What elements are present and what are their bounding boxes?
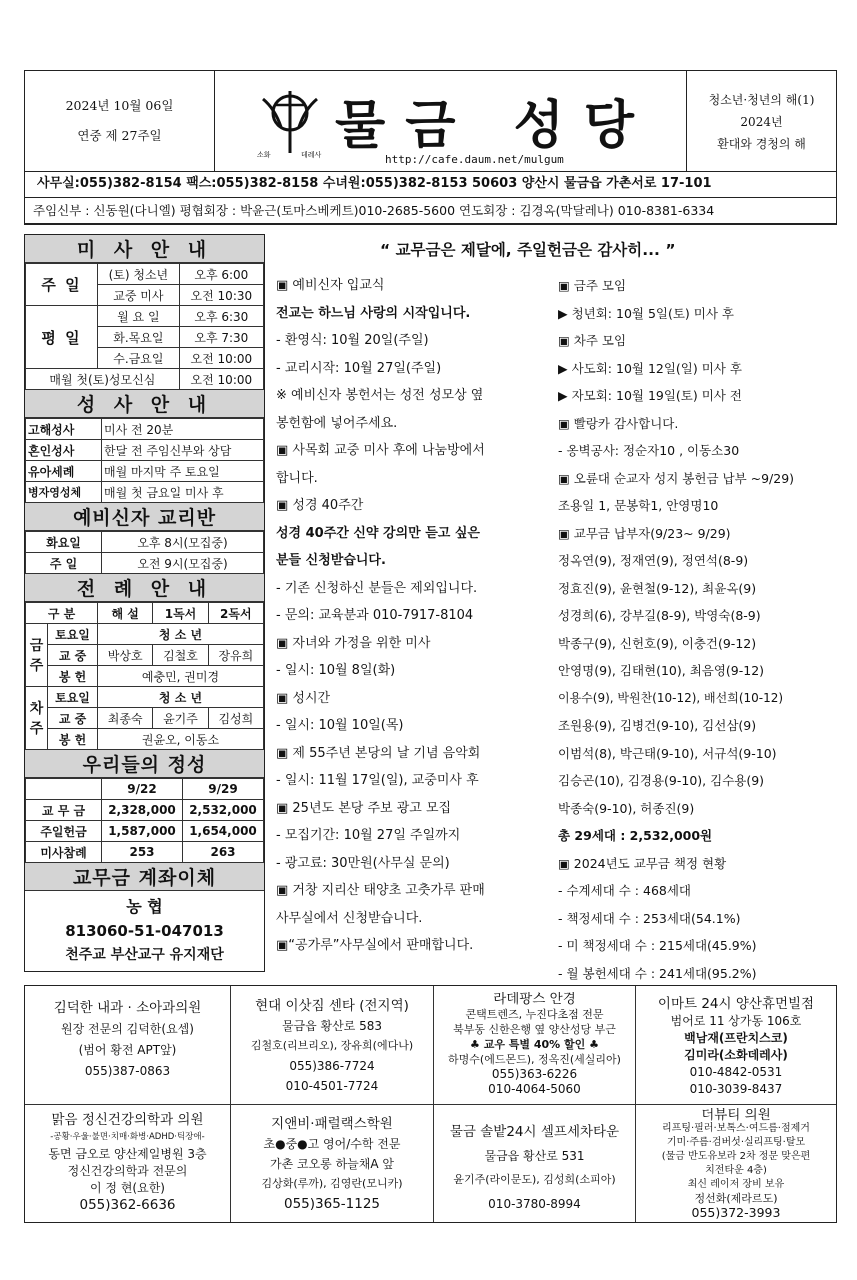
ad-emart24	[636, 996, 836, 1098]
sacrament-table	[25, 418, 264, 503]
header-date-box	[25, 71, 215, 171]
notice-line: 합니다.	[276, 470, 318, 486]
mass-day: (토) 청소년	[98, 264, 180, 285]
mass-day: 월 요 일	[98, 306, 180, 327]
notice-line: - 환영식: 10월 20일(주일)	[276, 333, 429, 348]
notice-line: - 월 봉헌세대 수 : 241세대(95.2%)	[558, 965, 757, 981]
notice-line: 전교는 하느님 사랑의 시작입니다.	[276, 305, 471, 321]
liturgy-kind: 봉 헌	[48, 666, 98, 687]
ad-line: 김덕한 내과 · 소아과의원	[53, 1000, 202, 1016]
liturgy-reader: 박상호	[98, 645, 153, 666]
ad-line: 지앤비·패럴랙스학원	[271, 1116, 393, 1132]
liturgy-head: 1독서	[153, 603, 208, 624]
parish-logo-icon	[255, 87, 325, 159]
ad-line: 범어로 11 상가동 106호	[670, 1014, 802, 1028]
offering-value: 253	[102, 842, 183, 863]
notice-line: - 교리시작: 10월 27일(주일)	[276, 360, 442, 376]
ad-line: 010-4842-0531	[689, 1065, 783, 1079]
notice-line: ▶ 사도회: 10월 12일(일) 미사 후	[558, 360, 742, 376]
notice-line: 성경희(6), 강부길(8-9), 박영숙(8-9)	[558, 608, 761, 623]
liturgical-week: 연중 제 27주일	[77, 128, 162, 143]
ad-line: (물금 반도유보라 2차 정문 맞은편	[661, 1151, 811, 1162]
mass-time: 오후 7:30	[179, 327, 263, 348]
ad-line: 김미라(소화데레사)	[684, 1048, 788, 1062]
ad-line: 윤기주(라이문도), 김성희(소피아)	[453, 1173, 616, 1186]
notice-line: ▣ 2024년도 교무금 책정 현황	[558, 855, 727, 871]
notice-line: - 수계세대 수 : 468세대	[558, 883, 691, 898]
catechumen-time: 오전 9시(모집중)	[102, 553, 264, 574]
ad-line: ♣ 교우 특별 40% 할인 ♣	[470, 1038, 599, 1051]
cafe-url[interactable]: http://cafe.daum.net/mulgum	[385, 153, 564, 166]
mass-time: 오전 10:00	[179, 348, 263, 369]
ad-line: 북부동 신한은행 옆 양산성당 부근	[453, 1023, 616, 1036]
first-sat-time: 오전 10:00	[179, 369, 263, 390]
liturgy-head: 구 분	[26, 603, 98, 624]
ad-optical	[434, 992, 635, 1097]
notice-line: - 기존 신청하신 분들은 제외입니다.	[276, 580, 478, 596]
notice-line: 박종숙(9-10), 허종진(9)	[558, 800, 695, 816]
offering-value: 1,654,000	[183, 821, 264, 842]
ad-line: 010-4501-7724	[285, 1079, 379, 1093]
liturgy-kind: 토요일	[48, 624, 98, 645]
year-theme-box	[686, 71, 836, 171]
liturgy-kind: 봉 헌	[48, 729, 98, 750]
notice-line: ▣ 자녀와 가정을 위한 미사	[276, 635, 431, 651]
mass-table	[25, 263, 264, 390]
notice-line: - 문의: 교육분과 010-7917-8104	[276, 608, 474, 623]
offering-table	[25, 778, 264, 863]
notice-line: - 책정세대 수 : 253세대(54.1%)	[558, 910, 741, 926]
offering-quote: “ 교무금은 제달에, 주일헌금은 감사히... ”	[380, 241, 676, 259]
offering-date: 9/22	[102, 779, 183, 800]
first-sat-label: 매월 첫(토)성모신심	[26, 369, 180, 390]
liturgy-table	[25, 602, 264, 750]
ad-line: 최신 레이저 장비 보유	[687, 1179, 785, 1190]
ad-line: 정선화(제라르도)	[694, 1192, 778, 1205]
ad-carwash	[434, 1120, 635, 1216]
notice-line: ▣ 금주 모임	[558, 278, 627, 293]
ad-line: 055)363-6226	[491, 1067, 578, 1081]
weekday-label: 평 일	[26, 306, 98, 369]
liturgy-head: 2독서	[208, 603, 263, 624]
liturgy-kind: 교 중	[48, 645, 98, 666]
ad-line: 이 정 현(요한)	[90, 1181, 165, 1195]
ad-line: 055)365-1125	[283, 1196, 381, 1212]
ad-line: 010-3780-8994	[488, 1197, 581, 1211]
ad-line: 055)372-3993	[691, 1205, 781, 1220]
liturgy-reader: 김철호	[153, 645, 208, 666]
year-theme-1: 청소년·청년의 해(1)	[708, 93, 815, 107]
year-theme-3: 환대와 경청의 해	[717, 137, 806, 151]
table-cell	[26, 779, 102, 800]
next-week-label: 차주	[26, 687, 48, 750]
notice-line: - 옹벽공사: 정순자10 , 이동소30	[558, 443, 740, 458]
notice-line: ▣ 차주 모임	[558, 333, 627, 348]
notice-line: - 일시: 10월 8일(화)	[276, 663, 396, 678]
catechumen-section-title: 예비신자 교리반	[25, 503, 264, 531]
liturgy-section-title: 전 례 안 내	[25, 574, 264, 602]
left-info-column	[24, 234, 265, 972]
ad-line: -공황·우울·불면·치매·화병·ADHD·틱장애-	[50, 1132, 205, 1142]
notice-line: 김승곤(10), 김경용(9-10), 김수용(9)	[558, 773, 765, 788]
ad-line: 기미·주름·검버섯·실리프팅·탈모	[666, 1137, 806, 1148]
notice-line: 성경 40주간 신약 강의만 듣고 싶은	[276, 525, 480, 541]
sacrament-label: 병자영성체	[26, 482, 102, 503]
liturgy-kind: 토요일	[48, 687, 98, 708]
ad-line: 물금읍 황산로 531	[484, 1149, 585, 1163]
ad-line: 하명수(에드몬드), 정옥진(세실리아)	[448, 1053, 621, 1066]
sacrament-value: 매월 첫 금요일 미사 후	[102, 482, 264, 503]
ad-line: 가촌 코오롱 하늘채A 앞	[270, 1157, 394, 1171]
ad-clinic-kim	[25, 998, 230, 1082]
ad-line: 055)387-0863	[84, 1064, 171, 1078]
ad-line: 010-3039-8437	[689, 1082, 783, 1096]
ad-moving	[231, 996, 433, 1096]
notice-line: ▣ 25년도 본당 주보 광고 모집	[276, 800, 452, 816]
ad-line: 055)386-7724	[289, 1059, 375, 1073]
ad-line: 물금읍 황산로 583	[281, 1019, 383, 1033]
ad-line: 김철호(리브리오), 장유희(에다나)	[250, 1039, 414, 1052]
catechumen-time: 오후 8시(모집중)	[102, 532, 264, 553]
sacrament-label: 혼인성사	[26, 440, 102, 461]
ad-line: 이마트 24시 양산휴먼빌점	[657, 996, 815, 1012]
liturgy-reader: 최종숙	[98, 708, 153, 729]
year-theme-2: 2024년	[740, 115, 783, 129]
notice-line: ▣ 교무금 납부자(9/23~ 9/29)	[558, 525, 731, 541]
account-section-title: 교무금 계좌이체	[25, 863, 264, 891]
ad-line: 010-4064-5060	[488, 1082, 581, 1096]
ad-beauty-clinic	[636, 1108, 836, 1220]
ad-line: 라데팡스 안경	[493, 992, 576, 1007]
notice-line: ▣ 예비신자 입교식	[276, 278, 385, 293]
offering-label: 주일헌금	[26, 821, 102, 842]
sacrament-value: 한달 전 주임신부와 상담	[102, 440, 264, 461]
pastor-bar: 주임신부 : 신동원(다니엘) 평협회장 : 박윤근(토마스베케트)010-2685-5600 연도회장 : 김경옥(막달레나) 010-8381-6334	[24, 198, 837, 225]
offering-date: 9/29	[183, 779, 264, 800]
offering-label: 미사참례	[26, 842, 102, 863]
liturgy-reader: 예충민, 권미경	[98, 666, 264, 687]
offering-value: 2,328,000	[102, 800, 183, 821]
ad-line: 백남재(프란치스코)	[684, 1031, 788, 1045]
issue-date: 2024년 10월 06일	[65, 98, 174, 113]
notice-line: 정옥연(9), 정재연(9), 정연석(8-9)	[558, 553, 749, 568]
liturgy-reader: 청 소 년	[98, 624, 264, 645]
notice-line: ▣ 성경 40주간	[276, 498, 364, 513]
sacrament-value: 미사 전 20분	[102, 419, 264, 440]
liturgy-reader: 장유희	[208, 645, 263, 666]
mass-time: 오후 6:00	[179, 264, 263, 285]
notice-line: 이범석(8), 박근태(9-10), 서규석(9-10)	[558, 745, 777, 761]
parish-title: 물금 성당	[335, 96, 655, 156]
notice-line: - 일시: 11월 17일(일), 교중미사 후	[276, 773, 479, 788]
notice-line: ▣ 빨랑카 감사합니다.	[558, 415, 679, 431]
notice-line: 안영명(9), 김태현(10), 최음영(9-12)	[558, 663, 765, 678]
mass-day: 화.목요일	[98, 327, 180, 348]
notice-line: ▣ 제 55주년 본당의 날 기념 음악회	[276, 745, 481, 761]
notice-column-middle	[276, 272, 550, 960]
notice-line: 분들 신청받습니다.	[276, 553, 386, 568]
notice-line: ▣ 성시간	[276, 690, 331, 706]
mass-day: 수.금요일	[98, 348, 180, 369]
logo-text-right: 데레사	[301, 151, 322, 159]
mass-section-title: 미 사 안 내	[25, 235, 264, 263]
mass-day: 교중 미사	[98, 285, 180, 306]
notice-line: ▶ 청년회: 10월 5일(토) 미사 후	[558, 305, 734, 321]
ad-line: 055)362-6636	[79, 1197, 176, 1213]
ad-line: 치전타운 4층)	[705, 1165, 767, 1176]
notice-line: ※ 예비신자 봉헌서는 성전 성모상 옆	[276, 388, 484, 403]
account-bank: 농 협	[126, 897, 163, 916]
notice-line: 이용수(9), 박원찬(10-12), 배선희(10-12)	[558, 690, 784, 705]
notice-line: - 일시: 10월 10일(목)	[276, 718, 404, 733]
notice-column-right	[558, 272, 834, 987]
liturgy-reader: 청 소 년	[98, 687, 264, 708]
offering-label: 교 무 금	[26, 800, 102, 821]
notice-line: ▣“공가루”사무실에서 판매합니다.	[276, 938, 474, 953]
liturgy-reader: 권윤오, 이동소	[98, 729, 264, 750]
mass-time: 오전 10:30	[179, 285, 263, 306]
sacrament-value: 매월 마지막 주 토요일	[102, 461, 264, 482]
notice-line: ▶ 자모회: 10월 19일(토) 미사 전	[558, 388, 742, 403]
ad-line: 물금 솔밭24시 셀프세차타운	[449, 1124, 620, 1140]
ad-line: 정신건강의학과 전문의	[67, 1164, 188, 1178]
offering-value: 2,532,000	[183, 800, 264, 821]
notice-line: 박종구(9), 신헌호(9), 이충건(9-12)	[558, 635, 757, 651]
ad-line: (범어 황전 APT앞)	[78, 1043, 177, 1057]
sacrament-label: 유아세례	[26, 461, 102, 482]
liturgy-reader: 윤기주	[153, 708, 208, 729]
notice-line: - 모집기간: 10월 27일 주일까지	[276, 828, 461, 843]
catechumen-day: 주 일	[26, 553, 102, 574]
ad-academy	[231, 1114, 433, 1214]
header-box	[24, 70, 837, 172]
this-week-label: 금주	[26, 624, 48, 687]
offering-section-title: 우리들의 정성	[25, 750, 264, 778]
notice-line: 정효진(9), 윤현철(9-12), 최윤옥(9)	[558, 580, 757, 596]
liturgy-head: 해 설	[98, 603, 153, 624]
sunday-label: 주 일	[26, 264, 98, 306]
notice-line: - 미 책정세대 수 : 215세대(45.9%)	[558, 938, 757, 953]
ad-line: 맑음 정신건강의학과 의원	[51, 1112, 204, 1128]
offering-value: 263	[183, 842, 264, 863]
notice-line: ▣ 사목회 교중 미사 후에 나눔방에서	[276, 443, 485, 458]
account-box	[25, 891, 264, 971]
offering-value: 1,587,000	[102, 821, 183, 842]
catechumen-table	[25, 531, 264, 574]
catechumen-day: 화요일	[26, 532, 102, 553]
ad-line: 콘택트렌즈, 누진다초점 전문	[465, 1008, 604, 1021]
ad-line: 원장 전문의 김덕한(요셉)	[61, 1022, 194, 1036]
account-number: 813060-51-047013	[65, 922, 224, 940]
ads-area	[24, 985, 837, 1223]
notice-line: ▣ 오륜대 순교자 성지 봉헌금 납부 ~9/29)	[558, 470, 795, 486]
ad-line: 김상화(루까), 김영란(모니카)	[261, 1177, 403, 1190]
notice-line: 조용일 1, 문봉학1, 안영명10	[558, 498, 719, 513]
sacrament-section-title: 성 사 안 내	[25, 390, 264, 418]
notice-line: 사무실에서 신청받습니다.	[276, 910, 423, 926]
notice-line: 총 29세대 : 2,532,000원	[558, 828, 713, 843]
notice-line: 조원용(9), 김병건(9-10), 김선삼(9)	[558, 718, 757, 733]
contact-bar: 사무실:055)382-8154 팩스:055)382-8158 수녀원:055)382-8153 50603 양산시 물금읍 가촌서로 17-101	[24, 172, 837, 198]
ad-line: 초●중●고 영어/수학 전문	[263, 1137, 401, 1151]
account-owner: 천주교 부산교구 유지재단	[65, 947, 224, 963]
notice-line: - 광고료: 30만원(사무실 문의)	[276, 855, 450, 871]
ad-line: 현대 이삿짐 센타 (전지역)	[255, 998, 409, 1014]
notice-line: 봉헌함에 넣어주세요.	[276, 415, 398, 431]
sacrament-label: 고해성사	[26, 419, 102, 440]
logo-text-left: 소화	[257, 151, 271, 159]
ad-line: 더뷰티 의원	[701, 1108, 771, 1123]
ad-line: 리프팅·필러·보톡스·여드름·점제거	[662, 1123, 810, 1134]
liturgy-kind: 교 중	[48, 708, 98, 729]
notice-line: ▣ 거창 지리산 태양초 고춧가루 판매	[276, 883, 485, 898]
ad-psychiatry	[25, 1112, 230, 1214]
ad-line: 동면 금오로 양산제일병원 3층	[48, 1147, 207, 1161]
liturgy-reader: 김성희	[208, 708, 263, 729]
mass-time: 오후 6:30	[179, 306, 263, 327]
